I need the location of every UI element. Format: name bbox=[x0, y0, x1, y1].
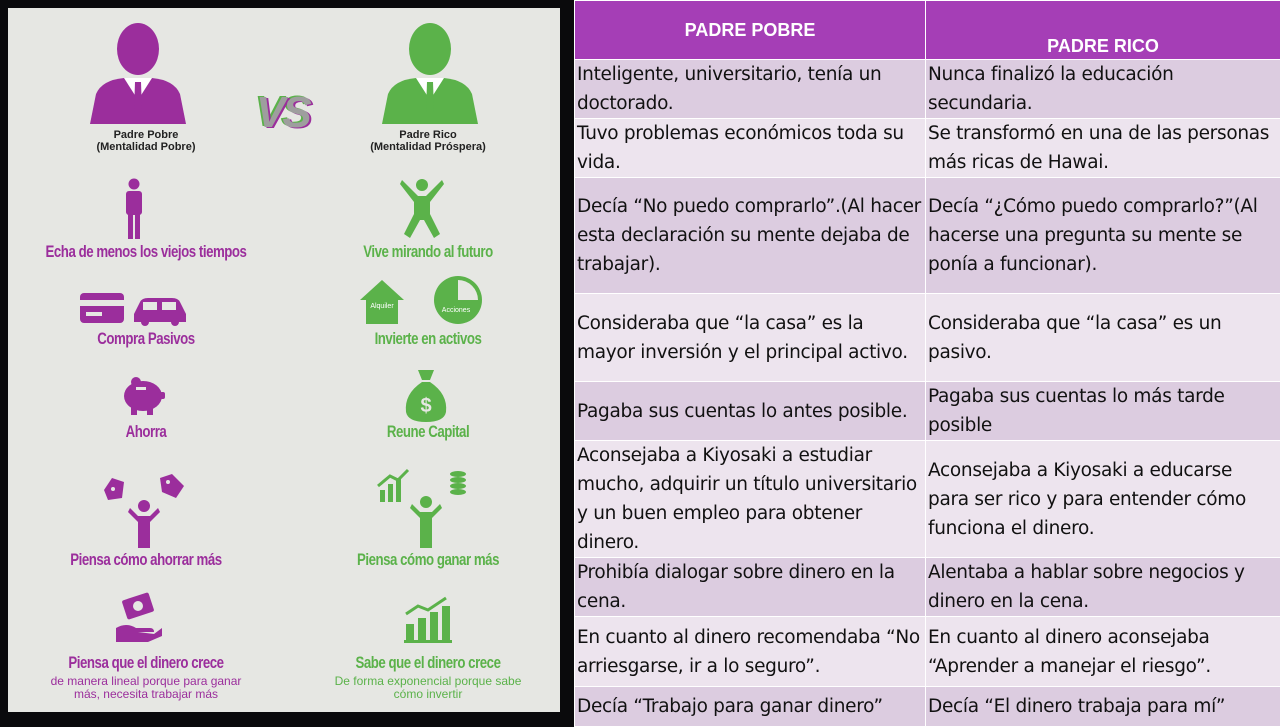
bar-chart-growth-icon bbox=[402, 596, 452, 644]
table-row bbox=[575, 178, 1280, 294]
cell-padre-rico: Pagaba sus cuentas lo más tarde posible bbox=[926, 382, 1280, 441]
jumping-person-icon bbox=[398, 178, 446, 240]
businessman-icon bbox=[86, 22, 190, 124]
left-caption-1: Echa de menos los viejos tiempos bbox=[38, 242, 253, 262]
left-caption-3: Ahorra bbox=[38, 422, 253, 442]
padre-pobre-column bbox=[8, 8, 284, 712]
cell-padre-pobre: Decía “No puedo comprarlo”.(Al hacer esta declaración su mente dejaba de trabajar). bbox=[575, 178, 926, 294]
credit-card-and-car-icon bbox=[78, 290, 190, 326]
house-and-pie-chart-icon bbox=[358, 274, 486, 330]
comparison-table-panel bbox=[574, 0, 1280, 720]
right-caption-2: Invierte en activos bbox=[325, 329, 531, 349]
cell-padre-rico: Se transformó en una de las personas más ricas de Hawai. bbox=[926, 119, 1280, 178]
money-bag-icon bbox=[404, 368, 448, 422]
cell-padre-rico: Decía “¿Cómo puedo comprarlo?”(Al hacerse una pregunta su mente se ponía a funcionar). bbox=[926, 178, 1280, 294]
right-header-title: Padre Rico bbox=[296, 129, 560, 141]
cell-padre-rico: Consideraba que “la casa” es un pasivo. bbox=[926, 294, 1280, 382]
acciones-label: Acciones bbox=[442, 307, 471, 314]
cell-padre-pobre: Pagaba sus cuentas lo antes posible. bbox=[575, 382, 926, 441]
piggy-bank-icon bbox=[118, 374, 166, 418]
cell-padre-rico: Decía “El dinero trabaja para mí” bbox=[926, 687, 1280, 727]
cell-padre-rico: Aconsejaba a Kiyosaki a educarse para ser rico y para entender cómo funciona el dinero. bbox=[926, 441, 1280, 558]
right-header-sub: (Mentalidad Próspera) bbox=[296, 141, 560, 153]
cell-padre-pobre: Consideraba que “la casa” es la mayor inversión y el principal activo. bbox=[575, 294, 926, 382]
svg-text:$: $ bbox=[420, 395, 431, 417]
left-caption-4: Piensa cómo ahorrar más bbox=[38, 550, 253, 570]
standing-person-icon bbox=[123, 178, 145, 240]
padre-rico-column bbox=[284, 8, 560, 712]
vs-label: VS bbox=[256, 88, 309, 138]
table-row bbox=[575, 294, 1280, 382]
alquiler-label: Alquiler bbox=[370, 303, 394, 310]
left-caption-2: Compra Pasivos bbox=[38, 329, 253, 349]
left-caption-5-sub: de manera lineal porque para ganar más, necesita trabajar más bbox=[8, 675, 284, 701]
left-header-title: Padre Pobre bbox=[8, 129, 284, 141]
table-row bbox=[575, 617, 1280, 687]
table-row bbox=[575, 558, 1280, 617]
infographic-image bbox=[8, 8, 560, 712]
left-caption-5: Piensa que el dinero crece bbox=[38, 653, 253, 673]
left-header-sub: (Mentalidad Pobre) bbox=[8, 141, 284, 153]
right-caption-3: Reune Capital bbox=[325, 422, 531, 442]
comparison-table bbox=[574, 0, 1280, 727]
table-row bbox=[575, 687, 1280, 727]
cell-padre-pobre: En cuanto al dinero recomendaba “No arriesgarse, ir a lo seguro”. bbox=[575, 617, 926, 687]
cell-padre-pobre: Aconsejaba a Kiyosaki a estudiar mucho, adquirir un título universitario y un buen empleo para obtener dinero. bbox=[575, 441, 926, 558]
cell-padre-rico: En cuanto al dinero aconsejaba “Aprender a manejar el riesgo”. bbox=[926, 617, 1280, 687]
cell-padre-pobre: Decía “Trabajo para ganar dinero” bbox=[575, 687, 926, 727]
cell-padre-pobre: Tuvo problemas económicos toda su vida. bbox=[575, 119, 926, 178]
right-caption-4: Piensa cómo ganar más bbox=[325, 550, 531, 570]
table-row bbox=[575, 441, 1280, 558]
person-with-growth-chart-icon bbox=[376, 466, 474, 550]
right-caption-5: Sabe que el dinero crece bbox=[325, 653, 531, 673]
right-caption-5-sub: De forma exponencial porque sabe cómo invertir bbox=[296, 675, 560, 701]
businessman-icon bbox=[378, 22, 482, 124]
table-row bbox=[575, 119, 1280, 178]
table-row bbox=[575, 382, 1280, 441]
cell-padre-pobre: Prohibía dialogar sobre dinero en la cena. bbox=[575, 558, 926, 617]
table-row bbox=[575, 60, 1280, 119]
cell-padre-pobre: Inteligente, universitario, tenía un doctorado. bbox=[575, 60, 926, 119]
right-caption-1: Vive mirando al futuro bbox=[325, 242, 531, 262]
cell-padre-rico: Nunca finalizó la educación secundaria. bbox=[926, 60, 1280, 119]
cell-padre-rico: Alentaba a hablar sobre negocios y dinero en la cena. bbox=[926, 558, 1280, 617]
hand-holding-money-icon bbox=[112, 592, 164, 644]
person-with-sale-tags-icon bbox=[100, 472, 190, 550]
table-header-row bbox=[575, 1, 1280, 60]
header-padre-pobre: PADRE POBRE bbox=[575, 1, 926, 60]
header-padre-rico: PADRE RICO bbox=[926, 1, 1280, 60]
